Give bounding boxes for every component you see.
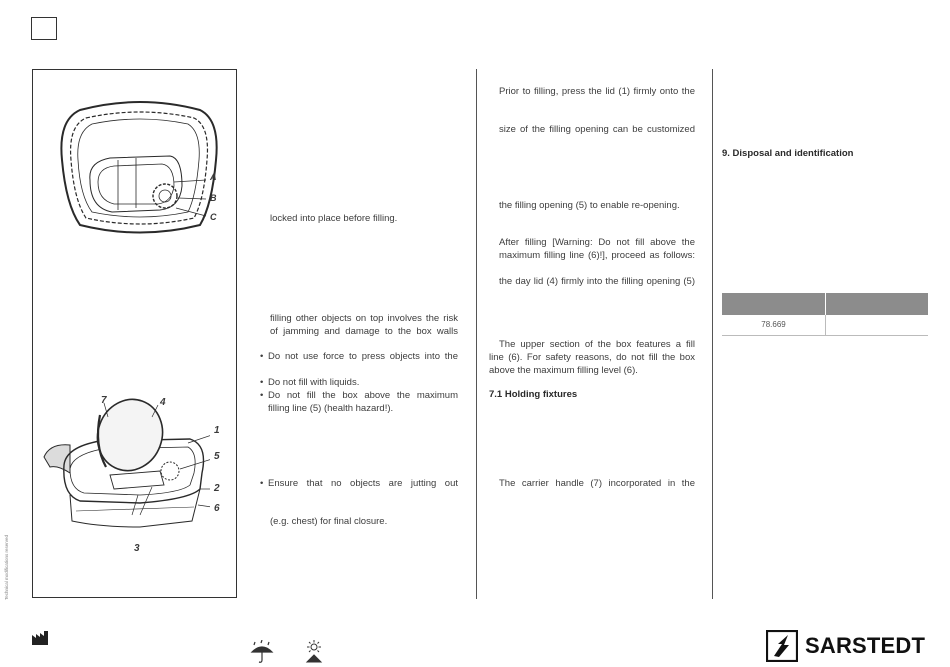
figure-label-1: 1 xyxy=(214,425,220,436)
col2-text-2b: of jamming and damage to the box walls xyxy=(270,326,458,337)
col3-text-3: the filling opening (5) to enable re-opening. xyxy=(499,200,680,211)
sarstedt-logo-icon xyxy=(766,630,798,662)
col2-text-1: locked into place before filling. xyxy=(270,213,398,224)
figure-label-c: C xyxy=(210,212,217,222)
col3-text-1: Prior to filling, press the lid (1) firmly onto the xyxy=(499,86,695,97)
column-4 xyxy=(722,0,932,600)
figure-label-6: 6 xyxy=(214,503,220,514)
section-heading-holding-fixtures: 7.1 Holding fixtures xyxy=(489,389,578,400)
section-heading-disposal: 9. Disposal and identification xyxy=(722,148,854,159)
col3-text-6c: above the maximum filling level (6). xyxy=(489,365,638,376)
col3-text-2: size of the filling opening can be customized xyxy=(499,124,695,135)
brand-logo xyxy=(766,630,925,662)
column-2 xyxy=(260,0,460,600)
figure-top-view xyxy=(50,100,230,245)
figure-label-7: 7 xyxy=(101,395,107,406)
col3-text-4a: After filling [Warning: Do not fill above the xyxy=(499,237,695,248)
table-header-cell-1 xyxy=(722,293,825,315)
bullet-item-1: • Do not use force to press objects into the xyxy=(260,351,458,362)
table-header-row xyxy=(722,293,928,315)
bullet-item-3: • Do not fill the box above the maximum xyxy=(260,390,458,401)
figure-label-3: 3 xyxy=(134,543,140,554)
figure-label-5: 5 xyxy=(214,451,220,462)
vertical-note: Technical modifications reserved xyxy=(4,534,9,600)
bullet-item-2: • Do not fill with liquids. xyxy=(260,377,360,388)
column-divider-2 xyxy=(712,69,713,599)
column-divider-1 xyxy=(476,69,477,599)
figure-label-b: B xyxy=(210,193,217,203)
manufacturer-icon xyxy=(32,631,48,645)
keep-dry-icon xyxy=(250,640,274,664)
col3-text-7: The carrier handle (7) incorporated in the xyxy=(499,478,695,489)
figure-label-2: 2 xyxy=(214,483,220,494)
table-cell-empty xyxy=(826,315,928,335)
col2-text-2a: filling other objects on top involves the risk xyxy=(270,313,458,324)
col3-text-6b: line (6). For safety reasons, do not fill the box xyxy=(489,352,695,363)
table-cell-article-number: 78.669 xyxy=(761,320,786,329)
bullet-item-4: • Ensure that no objects are jutting out xyxy=(260,478,458,489)
figure-label-a: A xyxy=(210,172,217,182)
brand-name: SARSTEDT xyxy=(805,633,926,658)
column-3 xyxy=(489,0,697,600)
figure-perspective-view xyxy=(40,395,210,535)
col3-text-5: the day lid (4) firmly into the filling opening (5) xyxy=(499,276,695,287)
page-marker-box xyxy=(31,17,57,40)
col3-text-4b: maximum filling line (6)!], proceed as follows: xyxy=(499,250,695,261)
table-row xyxy=(722,315,928,336)
table-header-cell-2 xyxy=(826,293,928,315)
keep-away-from-sunlight-icon xyxy=(302,640,326,664)
bullet-item-3-cont: filling line (5) (health hazard!). xyxy=(268,403,394,414)
identification-table xyxy=(722,293,928,336)
col2-text-3: (e.g. chest) for final closure. xyxy=(270,516,388,527)
figure-label-4: 4 xyxy=(160,397,166,408)
col3-text-6a: The upper section of the box features a fill xyxy=(499,339,695,350)
